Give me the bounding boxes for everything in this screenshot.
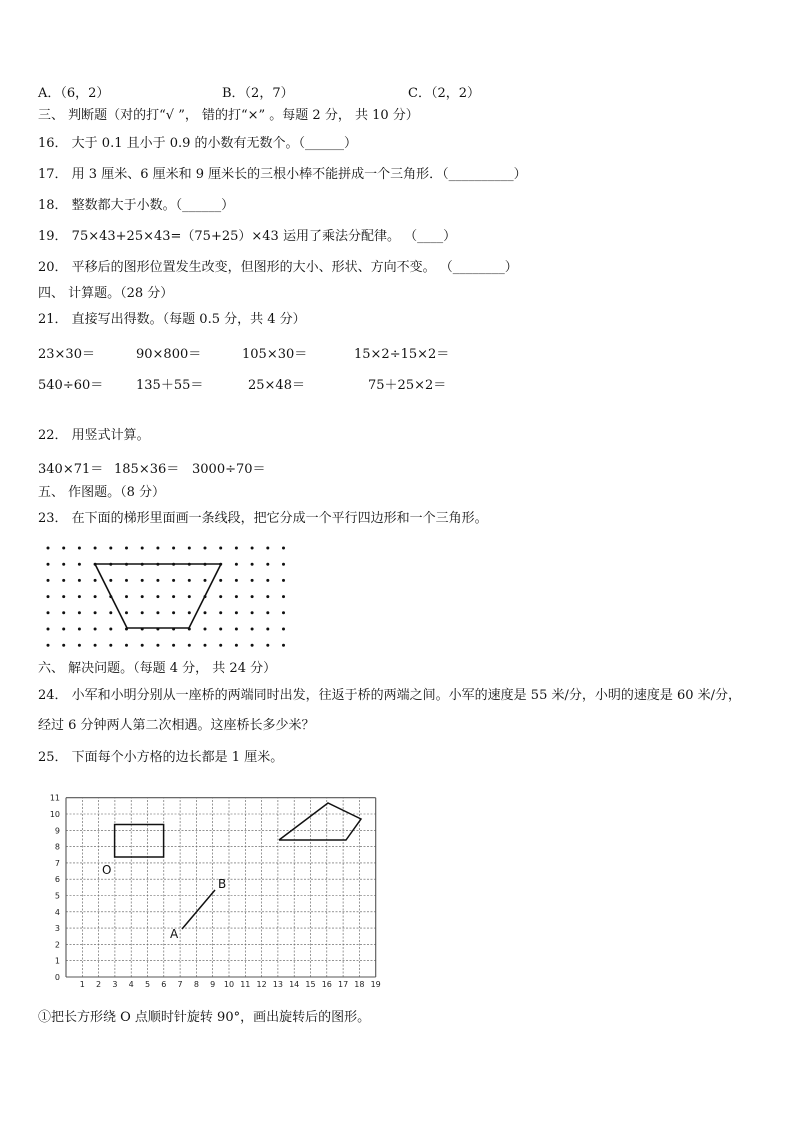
- calc-item: 105×30＝: [242, 347, 308, 362]
- grid-dot: [204, 579, 207, 582]
- grid-dot: [47, 547, 50, 550]
- x-tick-label: 5: [144, 980, 151, 989]
- grid-dot: [251, 595, 254, 598]
- x-tick-label: 16: [321, 980, 332, 989]
- grid-dot: [172, 595, 175, 598]
- grid-dot: [172, 579, 175, 582]
- grid-dot: [94, 579, 97, 582]
- grid-dot: [125, 644, 128, 647]
- grid-dot: [62, 595, 65, 598]
- grid-dot: [109, 644, 112, 647]
- grid-dot: [219, 644, 222, 647]
- option-b: B．（2，7）: [222, 86, 294, 101]
- grid-dot: [282, 579, 285, 582]
- vertical-calc-item: 3000÷70＝: [192, 462, 266, 477]
- grid-dot: [188, 579, 191, 582]
- grid-dot: [94, 644, 97, 647]
- calc-item: 135＋55＝: [136, 378, 204, 393]
- x-tick-label: 17: [338, 980, 349, 989]
- grid-dot: [141, 579, 144, 582]
- grid-dot: [235, 595, 238, 598]
- grid-dot: [156, 579, 159, 582]
- grid-dot: [78, 547, 81, 550]
- grid-dot: [219, 547, 222, 550]
- grid-dot: [62, 628, 65, 631]
- grid-dot: [47, 579, 50, 582]
- question-17: 17． 用 3 厘米、6 厘米和 9 厘米长的三根小棒不能拼成一个三角形．（__________）: [38, 167, 527, 182]
- y-tick-label: 3: [54, 924, 60, 934]
- grid-dot: [266, 547, 269, 550]
- x-tick-label: 11: [240, 980, 251, 989]
- x-tick-label: 9: [210, 980, 216, 989]
- grid-dot: [251, 644, 254, 647]
- grid-dot: [47, 595, 50, 598]
- y-tick-label: 8: [54, 842, 60, 852]
- grid-dot: [156, 595, 159, 598]
- calc-item: 75＋25×2＝: [368, 378, 447, 393]
- grid-dot: [266, 579, 269, 582]
- grid-dot: [251, 547, 254, 550]
- grid-dot: [141, 595, 144, 598]
- grid-dot: [78, 628, 81, 631]
- grid-dot: [78, 579, 81, 582]
- grid-dot: [78, 595, 81, 598]
- question-22: 22． 用竖式计算。: [38, 428, 150, 443]
- grid-dot: [251, 611, 254, 614]
- x-tick-label: 13: [272, 980, 283, 989]
- grid-dot: [204, 628, 207, 631]
- grid-dot: [266, 563, 269, 566]
- grid-dot: [172, 611, 175, 614]
- grid-dot: [62, 547, 65, 550]
- grid-dot: [78, 611, 81, 614]
- grid-dot: [141, 611, 144, 614]
- grid-dot: [282, 547, 285, 550]
- vertical-calc-item: 340×71＝: [38, 462, 104, 477]
- grid-dot: [94, 595, 97, 598]
- grid-dot: [141, 547, 144, 550]
- grid-dot: [188, 595, 191, 598]
- grid-dot: [266, 611, 269, 614]
- question-16: 16． 大于 0.1 且小于 0.9 的小数有无数个。（______）: [38, 136, 358, 151]
- point-a-label: A: [170, 927, 179, 941]
- y-tick-label: 2: [54, 940, 60, 950]
- question-19: 19． 75×43+25×43=（75+25）×43 运用了乘法分配律。 （____）: [38, 229, 457, 244]
- grid-dot: [266, 628, 269, 631]
- grid-dot: [266, 595, 269, 598]
- y-tick-label: 9: [54, 826, 60, 836]
- x-tick-label: 4: [128, 980, 134, 989]
- vertical-calc-item: 185×36＝: [114, 462, 180, 477]
- x-tick-label: 18: [354, 980, 365, 989]
- grid-dot: [251, 563, 254, 566]
- y-tick-label: 4: [54, 907, 60, 917]
- x-tick-label: 15: [305, 980, 316, 989]
- grid-dot: [125, 547, 128, 550]
- grid-dot: [47, 611, 50, 614]
- calc-item: 540÷60＝: [38, 378, 104, 393]
- grid-dot: [235, 611, 238, 614]
- x-tick-label: 6: [161, 980, 167, 989]
- y-axis-ticks: [50, 794, 60, 982]
- calc-item: 25×48＝: [248, 378, 305, 393]
- grid-dot: [266, 644, 269, 647]
- y-tick-label: 5: [54, 891, 60, 901]
- calc-item: 15×2÷15×2＝: [354, 347, 450, 362]
- grid-dot: [282, 644, 285, 647]
- section-3-heading: 三、 判断题（对的打“√ ”， 错的打“×” 。每题 2 分， 共 10 分）: [38, 108, 419, 123]
- section-4-heading: 四、 计算题。（28 分）: [38, 286, 174, 301]
- grid-dot: [109, 628, 112, 631]
- coordinate-grid-figure: [36, 782, 396, 992]
- y-tick-label: 7: [54, 858, 60, 868]
- grid-dot: [204, 547, 207, 550]
- x-tick-label: 2: [96, 980, 102, 989]
- grid-dot: [188, 547, 191, 550]
- grid-dot: [235, 579, 238, 582]
- grid-dot: [125, 595, 128, 598]
- grid-dot: [78, 644, 81, 647]
- x-tick-label: 10: [223, 980, 235, 989]
- y-tick-label: 10: [49, 810, 60, 819]
- point-o-label: O: [102, 863, 112, 877]
- grid-dot: [219, 595, 222, 598]
- pentagon-shape: [279, 803, 361, 840]
- question-24-line-2: 经过 6 分钟两人第二次相遇。这座桥长多少米？: [38, 718, 315, 733]
- grid-dot: [172, 644, 175, 647]
- x-axis-ticks: [80, 980, 381, 989]
- grid-dot: [47, 628, 50, 631]
- grid-dot: [125, 611, 128, 614]
- grid-dot: [235, 644, 238, 647]
- grid-dot: [47, 644, 50, 647]
- grid-dot: [219, 611, 222, 614]
- grid-dot: [125, 579, 128, 582]
- grid-dot: [62, 611, 65, 614]
- y-tick-label: 1: [54, 956, 60, 966]
- grid-dot: [94, 628, 97, 631]
- grid-dot: [282, 595, 285, 598]
- rectangle-shape: [115, 825, 164, 858]
- question-21: 21． 直接写出得数。（每题 0.5 分，共 4 分）: [38, 312, 306, 327]
- grid-dot: [235, 563, 238, 566]
- grid-dot: [282, 563, 285, 566]
- y-tick-label: 11: [49, 793, 60, 803]
- grid-dot: [282, 628, 285, 631]
- x-tick-label: 1: [79, 980, 85, 989]
- grid-dot: [62, 644, 65, 647]
- segment-ab: [182, 890, 215, 929]
- grid-dot: [251, 628, 254, 631]
- grid-dot: [235, 547, 238, 550]
- grid-dot: [156, 644, 159, 647]
- grid-dot: [94, 611, 97, 614]
- question-25-sub-1: ①把长方形绕 O 点顺时针旋转 90°，画出旋转后的图形。: [38, 1010, 371, 1025]
- y-tick-label: 6: [54, 875, 60, 885]
- grid-dot: [235, 628, 238, 631]
- grid-dots: [47, 547, 286, 647]
- grid-dot: [109, 579, 112, 582]
- question-25: 25． 下面每个小方格的边长都是 1 厘米。: [38, 750, 284, 765]
- x-tick-label: 8: [193, 980, 199, 989]
- question-18: 18． 整数都大于小数。（______）: [38, 198, 235, 213]
- grid-dot: [282, 611, 285, 614]
- option-c: C．（2，2）: [408, 86, 480, 101]
- grid-dot: [156, 611, 159, 614]
- section-5-heading: 五、 作图题。（8 分）: [38, 485, 166, 500]
- y-tick-label: 0: [54, 973, 60, 982]
- question-20: 20． 平移后的图形位置发生改变，但图形的大小、形状、方向不变。 （________）: [38, 260, 518, 275]
- x-tick-label: 12: [256, 980, 267, 989]
- option-a: A．（6，2）: [38, 86, 110, 101]
- calc-item: 90×800＝: [136, 347, 202, 362]
- grid-dot: [78, 563, 81, 566]
- grid-dot: [156, 547, 159, 550]
- grid-dot: [47, 563, 50, 566]
- grid-dot: [109, 611, 112, 614]
- grid-dot: [172, 547, 175, 550]
- grid-dot: [188, 611, 191, 614]
- x-tick-label: 3: [112, 980, 118, 989]
- grid-dot: [94, 547, 97, 550]
- x-tick-label: 7: [177, 980, 183, 989]
- question-23: 23． 在下面的梯形里面画一条线段，把它分成一个平行四边形和一个三角形。: [38, 511, 488, 526]
- x-tick-label: 19: [370, 980, 381, 989]
- question-24-line-1: 24． 小军和小明分别从一座桥的两端同时出发，往返于桥的两端之间。小军的速度是 55 米/分，小明的速度是 60 米/分，: [38, 688, 742, 703]
- grid-dot: [219, 628, 222, 631]
- grid-dot: [204, 644, 207, 647]
- calc-item: 23×30＝: [38, 347, 95, 362]
- grid-dot: [109, 547, 112, 550]
- grid-dot: [141, 644, 144, 647]
- grid-dot: [219, 579, 222, 582]
- section-6-heading: 六、 解决问题。（每题 4 分， 共 24 分）: [38, 661, 277, 676]
- grid-dot: [188, 644, 191, 647]
- dot-grid-figure: [40, 542, 290, 652]
- point-b-label: B: [218, 877, 227, 891]
- grid-dot: [204, 611, 207, 614]
- grid-dot: [62, 579, 65, 582]
- grid-dot: [251, 579, 254, 582]
- x-tick-label: 14: [289, 980, 300, 989]
- grid-dot: [62, 563, 65, 566]
